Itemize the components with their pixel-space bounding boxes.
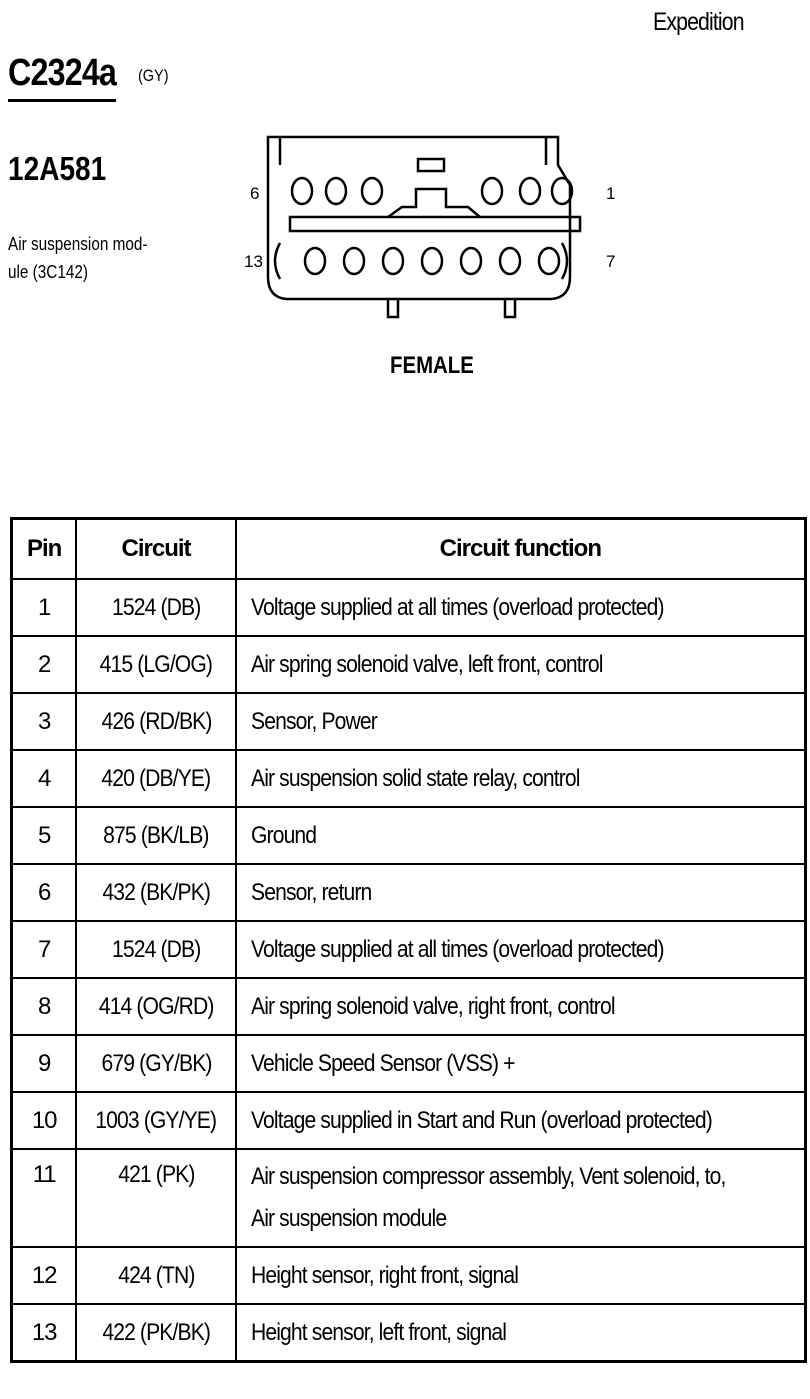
pin-cell: 7	[12, 921, 77, 978]
function-text: Height sensor, left front, signal	[250, 1318, 506, 1346]
function-text: Voltage supplied at all times (overload protected)	[250, 593, 664, 621]
col-header-circuit: Circuit	[76, 519, 235, 580]
table-row	[12, 636, 806, 693]
function-cell	[236, 807, 806, 864]
table-row	[12, 1149, 806, 1247]
circuit-cell	[76, 978, 235, 1035]
circuit-cell	[76, 636, 235, 693]
part-desc-line1: Air suspension mod-	[8, 234, 148, 254]
pin-socket	[344, 248, 364, 274]
function-text: Sensor, Power	[250, 707, 377, 735]
pin-cell: 4	[12, 750, 77, 807]
function-cell	[236, 636, 806, 693]
table-row	[12, 1035, 806, 1092]
circuit-cell	[76, 1149, 235, 1247]
circuit-text: 432 (BK/PK)	[102, 878, 210, 906]
circuit-text: 424 (TN)	[117, 1261, 195, 1289]
table-header-row	[12, 519, 806, 580]
circuit-cell	[76, 921, 235, 978]
table-row	[12, 1304, 806, 1362]
circuit-text: 679 (GY/BK)	[101, 1049, 212, 1077]
part-number: 12A581	[8, 150, 107, 187]
circuit-cell	[76, 579, 235, 636]
circuit-cell	[76, 807, 235, 864]
pin-label-1: 1	[606, 184, 616, 203]
pinout-table	[10, 517, 807, 1363]
table-row	[12, 978, 806, 1035]
circuit-cell	[76, 1035, 235, 1092]
circuit-cell	[76, 693, 235, 750]
pin-socket	[292, 178, 312, 204]
part-description	[8, 230, 170, 286]
table-row	[12, 864, 806, 921]
function-cell	[236, 579, 806, 636]
function-cell	[236, 1304, 806, 1362]
function-cell	[236, 1149, 806, 1247]
pin-socket	[326, 178, 346, 204]
pin-cell: 1	[12, 579, 77, 636]
circuit-text: 414 (OG/RD)	[98, 992, 214, 1020]
circuit-text: 420 (DB/YE)	[101, 764, 211, 792]
function-text: Air suspension solid state relay, control	[250, 764, 580, 792]
function-cell	[236, 750, 806, 807]
pin-cell: 3	[12, 693, 77, 750]
pin-cell: 9	[12, 1035, 77, 1092]
table-row	[12, 921, 806, 978]
pin-label-13: 13	[244, 252, 263, 271]
function-text: Voltage supplied at all times (overload protected)	[250, 935, 664, 963]
function-cell	[236, 1247, 806, 1304]
function-text: Ground	[250, 821, 316, 849]
vehicle-model: Expedition	[653, 8, 744, 36]
circuit-text: 421 (PK)	[117, 1161, 195, 1188]
function-text: Air spring solenoid valve, left front, control	[250, 650, 603, 678]
table-row	[12, 1092, 806, 1149]
connector-id: C2324a	[8, 52, 116, 102]
pin-cell: 12	[12, 1247, 77, 1304]
function-text-continued: Air suspension module	[250, 1205, 446, 1232]
col-header-pin: Pin	[12, 519, 77, 580]
pin-socket	[461, 248, 481, 274]
table-row	[12, 579, 806, 636]
table-row	[12, 750, 806, 807]
function-cell	[236, 921, 806, 978]
function-text: Air suspension compressor assembly, Vent solenoid, to,	[250, 1163, 726, 1190]
table-row	[12, 693, 806, 750]
function-text: Air spring solenoid valve, right front, control	[250, 992, 615, 1020]
table-row	[12, 807, 806, 864]
circuit-text: 1524 (DB)	[111, 593, 201, 621]
function-cell	[236, 864, 806, 921]
circuit-cell	[76, 864, 235, 921]
connector-color: (GY)	[138, 66, 169, 85]
circuit-text: 426 (RD/BK)	[101, 707, 212, 735]
function-text: Sensor, return	[250, 878, 372, 906]
pin-socket	[362, 178, 382, 204]
pin-cell: 2	[12, 636, 77, 693]
circuit-text: 875 (BK/LB)	[103, 821, 209, 849]
table-row	[12, 1247, 806, 1304]
pin-cell: 5	[12, 807, 77, 864]
function-text: Height sensor, right front, signal	[250, 1261, 518, 1289]
circuit-text: 1003 (GY/YE)	[95, 1106, 217, 1134]
pin-cell: 11	[12, 1149, 77, 1247]
pin-socket	[500, 248, 520, 274]
pin-socket	[520, 178, 540, 204]
circuit-text: 415 (LG/OG)	[99, 650, 213, 678]
pin-socket	[482, 178, 502, 204]
circuit-text: 1524 (DB)	[111, 935, 201, 963]
function-text: Vehicle Speed Sensor (VSS) +	[250, 1049, 515, 1077]
col-header-function: Circuit function	[236, 519, 806, 580]
pin-cell: 6	[12, 864, 77, 921]
function-cell	[236, 978, 806, 1035]
circuit-cell	[76, 1304, 235, 1362]
function-text: Voltage supplied in Start and Run (overload protected)	[250, 1106, 712, 1134]
pin-socket	[383, 248, 403, 274]
function-cell	[236, 693, 806, 750]
connector-face-diagram	[240, 125, 600, 325]
pin-cell: 13	[12, 1304, 77, 1362]
part-desc-line2: ule (3C142)	[8, 262, 88, 282]
pin-cell: 10	[12, 1092, 77, 1149]
pin-label-7: 7	[606, 252, 616, 271]
circuit-cell	[76, 1092, 235, 1149]
pin-socket	[305, 248, 325, 274]
circuit-cell	[76, 750, 235, 807]
pin-socket	[422, 248, 442, 274]
pin-label-6: 6	[250, 184, 260, 203]
pin-socket	[539, 248, 559, 274]
circuit-cell	[76, 1247, 235, 1304]
pin-cell: 8	[12, 978, 77, 1035]
function-cell	[236, 1092, 806, 1149]
connector-gender: FEMALE	[390, 352, 474, 379]
function-cell	[236, 1035, 806, 1092]
circuit-text: 422 (PK/BK)	[102, 1318, 210, 1346]
connector-divider-bar	[290, 217, 580, 231]
